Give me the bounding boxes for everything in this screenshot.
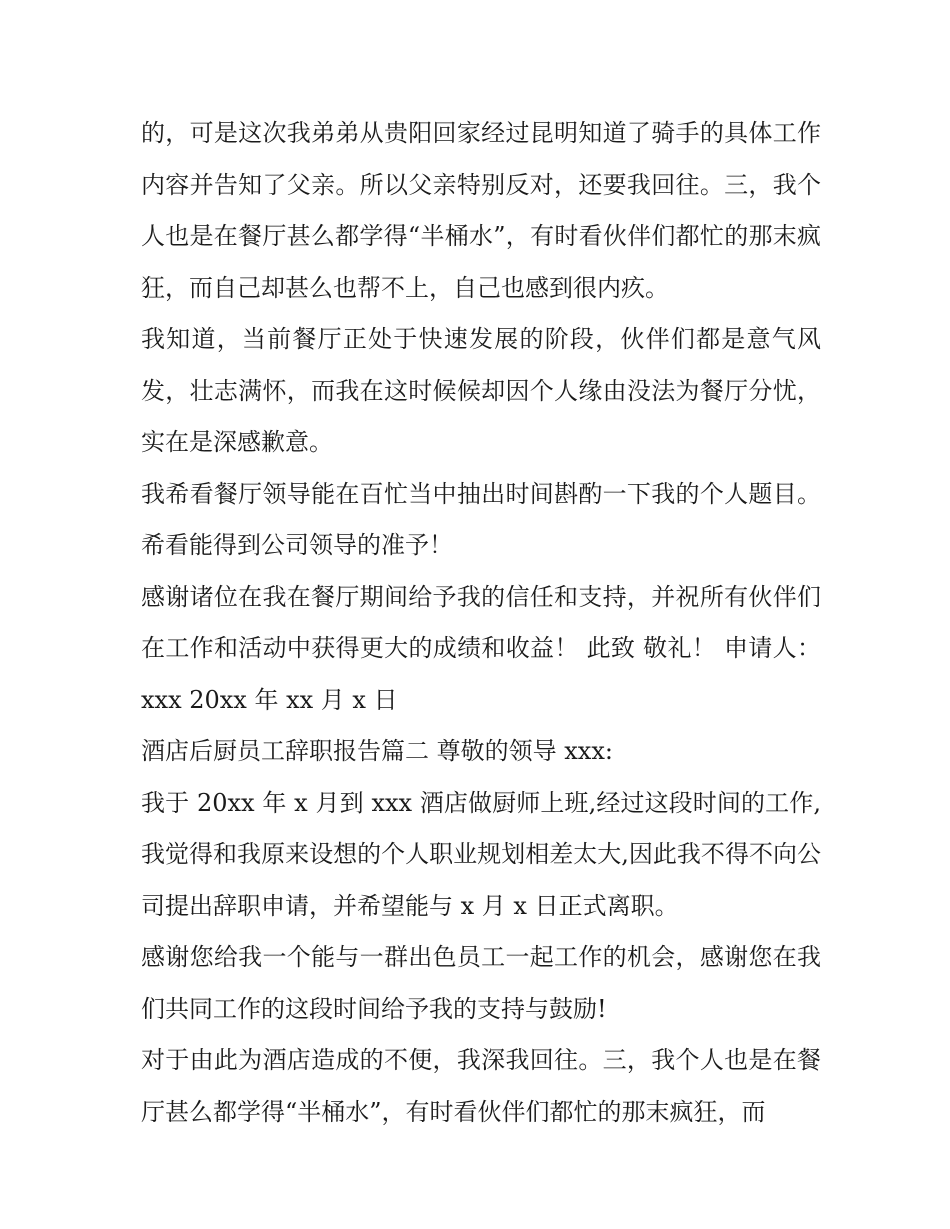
document-body xyxy=(141,108,821,1138)
paragraph-1: 的，可是这次我弟弟从贵阳回家经过昆明知道了骑手的具体工作内容并告知了父亲。所以父亲特别反对，还要我回往。三，我个人也是在餐厅甚么都学得“半桶水”，有时看伙伴们都忙的那末疯狂，而自己却甚么也帮不上，自己也感到很内疚。 xyxy=(141,119,821,302)
paragraph-4: 感谢诸位在我在餐厅期间给予我的信任和支持，并祝所有伙伴们在工作和活动中获得更大的成绩和收益！ 此致 敬礼！ 申请人：xxx 20xx 年 xx 月 x 日 xyxy=(141,582,821,714)
paragraph-2: 我知道，当前餐厅正处于快速发展的阶段，伙伴们都是意气风发，壮志满怀，而我在这时候候却因个人缘由没法为餐厅分忧，实在是深感歉意。 xyxy=(141,325,821,456)
paragraph-7: 感谢您给我一个能与一群出色员工一起工作的机会，感谢您在我们共同工作的这段时间给予我的支持与鼓励! xyxy=(141,943,821,1023)
paragraph-8: 对于由此为酒店造成的不便，我深我回往。三，我个人也是在餐厅甚么都学得“半桶水”，有时看伙伴们都忙的那末疯狂，而 xyxy=(141,1046,821,1126)
section-heading: 酒店后厨员工辞职报告篇二 尊敬的领导 xxx: xyxy=(141,737,613,765)
paragraph-6: 我于 20xx 年 x 月到 xxx 酒店做厨师上班,经过这段时间的工作,我觉得和我原来设想的个人职业规划相差太大,因此我不得不向公司提出辞职申请，并希望能与 x 月 x 日正式离职。 xyxy=(141,788,821,920)
paragraph-3: 我希看餐厅领导能在百忙当中抽出时间斟酌一下我的个人题目。希看能得到公司领导的准予！ xyxy=(141,479,821,559)
